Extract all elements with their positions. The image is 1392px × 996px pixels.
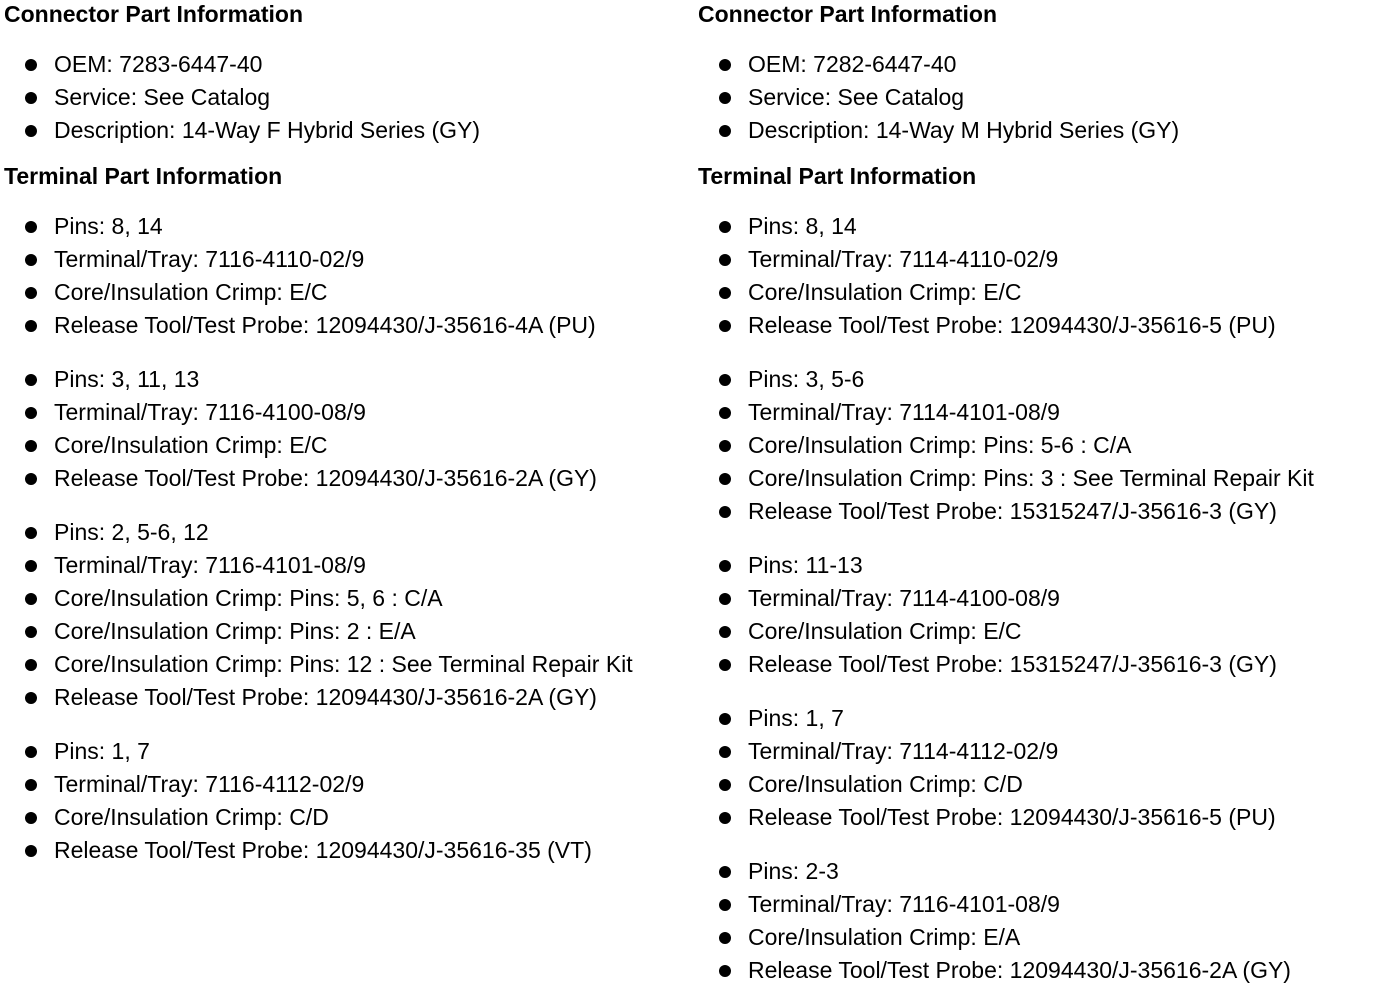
bullet-item: Terminal/Tray: 7114-4101-08/9 — [698, 396, 1388, 429]
bullet-item: Release Tool/Test Probe: 12094430/J-35616-2A (GY) — [4, 462, 694, 495]
bullet-item: Description: 14-Way F Hybrid Series (GY) — [4, 114, 694, 147]
bullet-item: Release Tool/Test Probe: 15315247/J-35616-3 (GY) — [698, 648, 1388, 681]
left-column — [4, 0, 694, 867]
bullet-item: Terminal/Tray: 7116-4101-08/9 — [698, 888, 1388, 921]
bullet-item: Pins: 2-3 — [698, 855, 1388, 888]
bullet-item: Core/Insulation Crimp: Pins: 12 : See Terminal Repair Kit — [4, 648, 694, 681]
bullet-item: Core/Insulation Crimp: Pins: 5, 6 : C/A — [4, 582, 694, 615]
connector-heading: Connector Part Information — [4, 1, 304, 27]
terminal-group — [4, 363, 694, 495]
connector-info-list — [4, 48, 694, 147]
bullet-item: Description: 14-Way M Hybrid Series (GY) — [698, 114, 1388, 147]
bullet-item: Pins: 2, 5-6, 12 — [4, 516, 694, 549]
connector-info-list — [698, 48, 1388, 147]
bullet-item: Core/Insulation Crimp: Pins: 5-6 : C/A — [698, 429, 1388, 462]
bullet-item: OEM: 7282-6447-40 — [698, 48, 1388, 81]
bullet-item: Release Tool/Test Probe: 12094430/J-35616-4A (PU) — [4, 309, 694, 342]
bullet-item: Terminal/Tray: 7116-4112-02/9 — [4, 768, 694, 801]
bullet-item: Release Tool/Test Probe: 15315247/J-35616-3 (GY) — [698, 495, 1388, 528]
connector-heading: Connector Part Information — [698, 1, 998, 27]
bullet-item: Release Tool/Test Probe: 12094430/J-35616-5 (PU) — [698, 309, 1388, 342]
bullet-item: Terminal/Tray: 7114-4110-02/9 — [698, 243, 1388, 276]
bullet-item: Release Tool/Test Probe: 12094430/J-35616-2A (GY) — [698, 954, 1388, 987]
terminal-group — [698, 855, 1388, 987]
bullet-item: Terminal/Tray: 7114-4100-08/9 — [698, 582, 1388, 615]
bullet-item: Terminal/Tray: 7116-4101-08/9 — [4, 549, 694, 582]
bullet-item: Core/Insulation Crimp: E/C — [698, 615, 1388, 648]
terminal-group — [4, 210, 694, 342]
terminal-group — [4, 735, 694, 867]
bullet-item: Pins: 3, 5-6 — [698, 363, 1388, 396]
terminal-group — [698, 549, 1388, 681]
terminal-group — [4, 516, 694, 714]
bullet-item: Terminal/Tray: 7116-4110-02/9 — [4, 243, 694, 276]
bullet-item: Service: See Catalog — [698, 81, 1388, 114]
bullet-item: Core/Insulation Crimp: E/C — [698, 276, 1388, 309]
terminal-heading: Terminal Part Information — [4, 163, 283, 189]
terminal-groups — [698, 210, 1388, 987]
terminal-group — [698, 363, 1388, 528]
bullet-item: Pins: 11-13 — [698, 549, 1388, 582]
bullet-item: Core/Insulation Crimp: Pins: 2 : E/A — [4, 615, 694, 648]
bullet-item: Service: See Catalog — [4, 81, 694, 114]
bullet-item: Terminal/Tray: 7114-4112-02/9 — [698, 735, 1388, 768]
bullet-item: Pins: 8, 14 — [698, 210, 1388, 243]
terminal-heading: Terminal Part Information — [698, 163, 977, 189]
bullet-item: Pins: 8, 14 — [4, 210, 694, 243]
bullet-item: Core/Insulation Crimp: E/C — [4, 429, 694, 462]
bullet-item: Core/Insulation Crimp: E/A — [698, 921, 1388, 954]
bullet-item: Pins: 3, 11, 13 — [4, 363, 694, 396]
bullet-item: OEM: 7283-6447-40 — [4, 48, 694, 81]
bullet-item: Core/Insulation Crimp: Pins: 3 : See Terminal Repair Kit — [698, 462, 1388, 495]
bullet-item: Terminal/Tray: 7116-4100-08/9 — [4, 396, 694, 429]
bullet-item: Release Tool/Test Probe: 12094430/J-35616-35 (VT) — [4, 834, 694, 867]
terminal-groups — [4, 210, 694, 867]
bullet-item: Release Tool/Test Probe: 12094430/J-35616-2A (GY) — [4, 681, 694, 714]
bullet-item: Core/Insulation Crimp: C/D — [698, 768, 1388, 801]
bullet-item: Core/Insulation Crimp: E/C — [4, 276, 694, 309]
bullet-item: Release Tool/Test Probe: 12094430/J-35616-5 (PU) — [698, 801, 1388, 834]
right-column — [698, 0, 1388, 987]
bullet-item: Core/Insulation Crimp: C/D — [4, 801, 694, 834]
bullet-item: Pins: 1, 7 — [698, 702, 1388, 735]
terminal-group — [698, 210, 1388, 342]
terminal-group — [698, 702, 1388, 834]
bullet-item: Pins: 1, 7 — [4, 735, 694, 768]
